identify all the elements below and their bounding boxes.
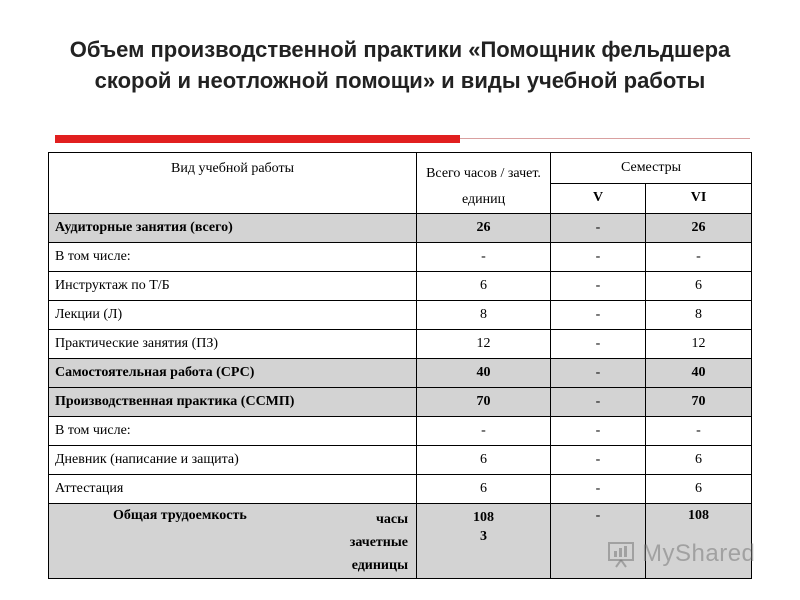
row-label: Практические занятия (ПЗ) (49, 330, 417, 359)
row-label: Дневник (написание и защита) (49, 446, 417, 475)
row-semester-vi: - (646, 243, 752, 272)
row-label: Производственная практика (ССМП) (49, 388, 417, 417)
table-row (49, 214, 752, 243)
total-hours-cell (417, 504, 551, 579)
presentation-icon (606, 539, 636, 569)
row-total: 40 (417, 359, 551, 388)
unit-credits-2: единицы (351, 558, 408, 573)
table-row (49, 330, 752, 359)
total-hours: 108 (473, 510, 494, 525)
row-semester-vi: 6 (646, 272, 752, 301)
title-underline-accent (55, 135, 460, 143)
header-work-type: Вид учебной работы (49, 153, 417, 214)
table-row (49, 301, 752, 330)
unit-credits-1: зачетные (349, 535, 408, 550)
row-semester-v: - (551, 446, 646, 475)
total-units (350, 508, 408, 577)
row-semester-vi: 8 (646, 301, 752, 330)
table-row (49, 243, 752, 272)
table-row (49, 475, 752, 504)
row-label: Самостоятельная работа (СРС) (49, 359, 417, 388)
table-row (49, 417, 752, 446)
row-total: 26 (417, 214, 551, 243)
row-semester-v: - (551, 388, 646, 417)
row-semester-v: - (551, 214, 646, 243)
row-semester-vi: 6 (646, 475, 752, 504)
header-semesters: Семестры (551, 153, 752, 184)
header-semester-v: V (551, 183, 646, 214)
total-semester-v: - (551, 504, 646, 579)
row-total: 70 (417, 388, 551, 417)
row-semester-vi: 12 (646, 330, 752, 359)
row-total: 6 (417, 272, 551, 301)
row-total: 6 (417, 446, 551, 475)
row-semester-vi: 6 (646, 446, 752, 475)
row-total: 6 (417, 475, 551, 504)
table-row (49, 388, 752, 417)
row-total: - (417, 243, 551, 272)
row-semester-v: - (551, 417, 646, 446)
row-semester-v: - (551, 243, 646, 272)
row-semester-v: - (551, 301, 646, 330)
row-semester-vi: 40 (646, 359, 752, 388)
row-label: В том числе: (49, 417, 417, 446)
table-row (49, 446, 752, 475)
row-label: В том числе: (49, 243, 417, 272)
page-title: Объем производственной практики «Помощник фельдшера скорой и неотложной помощи» и виды учебной работы (69, 37, 731, 93)
total-label: Общая трудоемкость (113, 508, 247, 523)
row-semester-v: - (551, 330, 646, 359)
total-credits: 3 (480, 529, 487, 544)
row-semester-v: - (551, 475, 646, 504)
workload-table (48, 152, 752, 579)
row-semester-vi: 70 (646, 388, 752, 417)
header-total-hours: Всего часов / зачет. единиц (417, 153, 551, 214)
row-total: 12 (417, 330, 551, 359)
row-semester-v: - (551, 359, 646, 388)
table-row (49, 359, 752, 388)
row-label: Аттестация (49, 475, 417, 504)
row-semester-vi: 26 (646, 214, 752, 243)
total-semester-vi: 108 (646, 504, 752, 579)
watermark-text: MyShared (642, 540, 756, 567)
watermark (606, 537, 755, 571)
row-total: 8 (417, 301, 551, 330)
unit-hours: часы (375, 512, 408, 527)
row-label: Аудиторные занятия (всего) (49, 214, 417, 243)
row-label: Лекции (Л) (49, 301, 417, 330)
row-label: Инструктаж по Т/Б (49, 272, 417, 301)
row-semester-vi: - (646, 417, 752, 446)
table-row (49, 272, 752, 301)
row-semester-v: - (551, 272, 646, 301)
header-semester-vi: VI (646, 183, 752, 214)
table-header-row-1 (49, 153, 752, 184)
title-underline-thin (460, 138, 750, 139)
row-total: - (417, 417, 551, 446)
total-label-cell (49, 504, 417, 579)
